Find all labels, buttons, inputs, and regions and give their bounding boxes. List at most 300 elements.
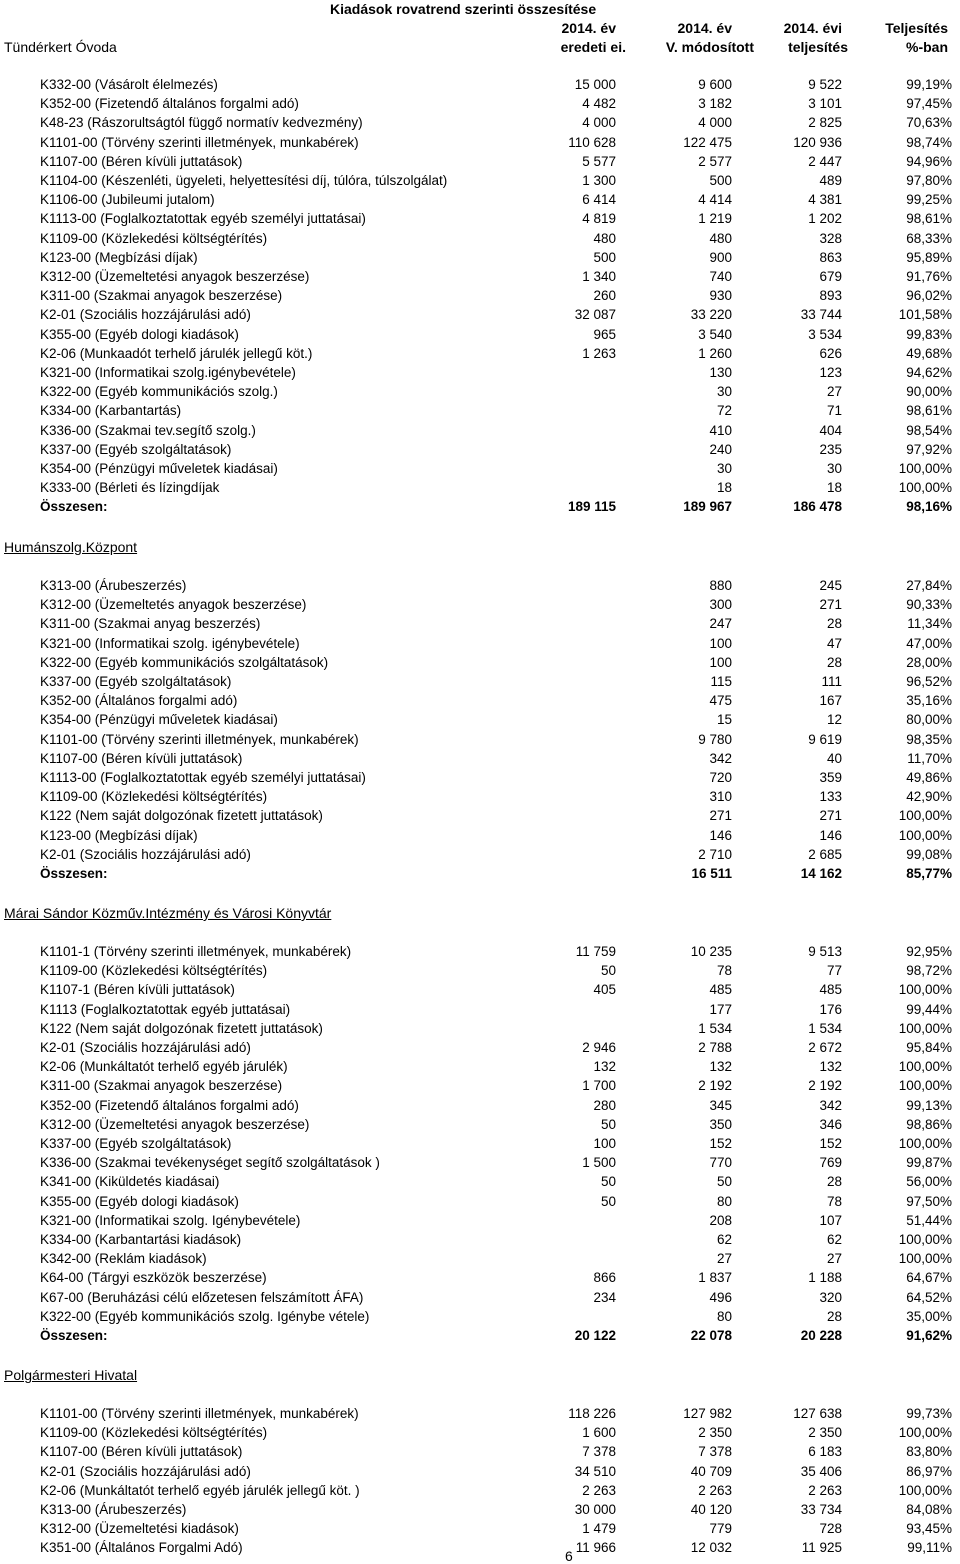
original-budget-cell: 480: [593, 230, 616, 246]
row-label: K64-00 (Tárgyi eszközök beszerzése): [40, 1270, 267, 1286]
row-label: K122 (Nem saját dolgozónak fizetett juttatások): [40, 808, 323, 824]
original-budget-cell: 1 479: [582, 1521, 616, 1537]
modified-budget-cell: 779: [709, 1521, 732, 1537]
row-label: K1109-00 (Közlekedési költségtérítés): [40, 1425, 268, 1441]
percent-cell: 90,00%: [906, 384, 952, 400]
modified-budget-cell: 18: [716, 480, 732, 496]
table-row: [0, 75, 960, 94]
original-budget-cell: 118 226: [568, 1406, 616, 1421]
actual-cell: 120 936: [793, 134, 842, 150]
actual-cell: 78: [826, 1193, 842, 1209]
percent-cell: 98,54%: [906, 422, 952, 438]
table-row: [0, 1153, 960, 1172]
row-label: K333-00 (Bérleti és lízingdíjak: [40, 480, 220, 496]
table-row: [0, 94, 960, 113]
table-row: [0, 1462, 960, 1481]
table-row: [0, 710, 960, 729]
original-budget-cell: 866: [593, 1270, 616, 1286]
section-title: Tündérkert Óvoda: [4, 39, 117, 55]
row-label: K1109-00 (Közlekedési költségtérítés): [40, 789, 268, 805]
actual-cell: 6 183: [808, 1444, 842, 1460]
original-budget-cell: 5 577: [582, 153, 616, 169]
table-row: [0, 421, 960, 440]
modified-budget-cell: 100: [709, 635, 732, 651]
modified-budget-cell: 208: [709, 1212, 732, 1228]
modified-budget-cell: 9 600: [698, 77, 732, 92]
row-label: K2-06 (Munkáltatót terhelő egyéb járulék jellegű köt. ): [40, 1482, 360, 1498]
row-label: K48-23 (Rászorultságtól függő normatív kedvezmény): [40, 115, 363, 131]
table-row: [0, 1268, 960, 1287]
percent-cell: 80,00%: [906, 712, 952, 728]
original-budget-cell: 32 087: [574, 307, 616, 323]
row-label: K355-00 (Egyéb dologi kiadások): [40, 326, 239, 342]
percent-cell: 100,00%: [898, 1232, 952, 1247]
row-label: K321-00 (Informatikai szolg.igénybevétele): [40, 365, 296, 380]
table-row: [0, 614, 960, 633]
actual-cell: 320: [819, 1289, 842, 1305]
table-row: [0, 382, 960, 401]
modified-budget-cell: 50: [716, 1174, 732, 1190]
actual-cell: 186 478: [793, 499, 842, 515]
actual-cell: 111: [821, 674, 842, 689]
percent-cell: 97,50%: [906, 1193, 952, 1209]
row-label: K337-00 (Egyéb szolgáltatások): [40, 441, 232, 457]
original-budget-cell: 234: [593, 1289, 616, 1305]
row-label: K336-00 (Szakmai tev.segítő szolg.): [40, 422, 256, 438]
row-label: K352-00 (Általános forgalmi adó): [40, 693, 238, 709]
percent-cell: 83,80%: [906, 1444, 952, 1460]
original-budget-cell: 50: [600, 1174, 616, 1190]
row-label: K1109-00 (Közlekedési költségtérítés): [40, 963, 268, 979]
row-label: K312-00 (Üzemeltetési kiadások): [40, 1521, 239, 1537]
percent-cell: 94,96%: [906, 153, 952, 169]
percent-cell: 97,80%: [906, 173, 952, 188]
table-row: [0, 826, 960, 845]
percent-cell: 93,45%: [906, 1521, 952, 1537]
actual-cell: 40: [826, 750, 842, 766]
original-budget-cell: 4 482: [582, 96, 616, 112]
table-row: [0, 152, 960, 171]
actual-cell: 123: [819, 365, 842, 380]
original-budget-cell: 405: [593, 982, 616, 998]
percent-cell: 98,16%: [906, 499, 952, 515]
percent-cell: 11,34%: [907, 616, 952, 632]
percent-cell: 95,84%: [906, 1040, 952, 1055]
percent-cell: 97,92%: [906, 441, 952, 457]
percent-cell: 96,52%: [906, 674, 952, 689]
percent-cell: 85,77%: [906, 866, 952, 881]
actual-cell: 2 350: [808, 1425, 842, 1441]
actual-cell: 71: [826, 403, 842, 419]
percent-cell: 100,00%: [898, 982, 952, 998]
row-label: K322-00 (Egyéb kommunikációs szolgáltatások): [40, 654, 329, 670]
actual-cell: 489: [819, 173, 842, 188]
modified-budget-cell: 3 540: [698, 326, 732, 342]
percent-cell: 51,44%: [906, 1212, 952, 1228]
actual-cell: 47: [826, 635, 842, 651]
actual-cell: 626: [819, 345, 842, 361]
original-budget-cell: 2 946: [582, 1040, 616, 1055]
table-row: [0, 691, 960, 710]
original-budget-cell: 50: [600, 963, 616, 979]
percent-cell: 99,73%: [906, 1406, 952, 1421]
actual-cell: 11 925: [801, 1540, 842, 1556]
modified-budget-cell: 4 000: [698, 115, 732, 131]
row-label: K311-00 (Szakmai anyagok beszerzése): [40, 288, 283, 304]
table-row: [0, 1481, 960, 1500]
modified-budget-cell: 480: [709, 230, 732, 246]
percent-cell: 35,16%: [906, 693, 952, 709]
original-budget-cell: 11 966: [575, 1540, 616, 1556]
total-row: [0, 497, 960, 516]
table-row: [0, 325, 960, 344]
table-row: [0, 459, 960, 478]
modified-budget-cell: 475: [709, 693, 732, 709]
actual-cell: 9 513: [808, 944, 842, 959]
table-row: [0, 440, 960, 459]
table-row: [0, 1442, 960, 1461]
table-row: [0, 1404, 960, 1423]
table-row: [0, 942, 960, 961]
actual-cell: 235: [819, 441, 842, 457]
modified-budget-cell: 300: [709, 597, 732, 613]
original-budget-cell: 280: [593, 1097, 616, 1113]
row-label: K122 (Nem saját dolgozónak fizetett juttatások): [40, 1020, 323, 1036]
section-title: Márai Sándor Közműv.Intézmény és Városi Könyvtár: [4, 905, 332, 921]
row-label: K1107-00 (Béren kívüli juttatások): [40, 1444, 243, 1460]
percent-cell: 47,00%: [906, 635, 952, 651]
table-row: [0, 768, 960, 787]
modified-budget-cell: 1 260: [698, 345, 732, 361]
table-row: [0, 1307, 960, 1326]
table-row: [0, 845, 960, 864]
percent-cell: 100,00%: [898, 480, 952, 496]
actual-cell: 27: [826, 1251, 842, 1267]
row-label: K322-00 (Egyéb kommunikációs szolg.): [40, 384, 278, 400]
table-row: [0, 363, 960, 382]
percent-cell: 100,00%: [898, 1059, 952, 1075]
table-row: [0, 1076, 960, 1095]
row-label: K336-00 (Szakmai tevékenységet segítő szolgáltatások ): [40, 1155, 380, 1171]
row-label: K312-00 (Üzemeltetési anyagok beszerzése): [40, 1116, 310, 1132]
table-row: [0, 478, 960, 497]
col3-header-line2: teljesítés: [788, 39, 848, 55]
original-budget-cell: 6 414: [582, 192, 616, 208]
table-row: [0, 1211, 960, 1230]
actual-cell: 35 406: [800, 1463, 842, 1479]
actual-cell: 1 534: [808, 1020, 842, 1036]
percent-cell: 64,67%: [906, 1270, 952, 1286]
original-budget-cell: 1 263: [582, 345, 616, 361]
percent-cell: 98,61%: [906, 403, 952, 419]
original-budget-cell: 965: [593, 326, 616, 342]
modified-budget-cell: 130: [709, 365, 732, 380]
table-row: [0, 1115, 960, 1134]
table-row: [0, 113, 960, 132]
percent-cell: 99,11%: [907, 1540, 952, 1556]
modified-budget-cell: 770: [709, 1155, 732, 1171]
modified-budget-cell: 115: [710, 674, 732, 689]
modified-budget-cell: 720: [709, 770, 732, 785]
row-label: K351-00 (Általános Forgalmi Adó): [40, 1540, 243, 1556]
row-label: K354-00 (Pénzügyi műveletek kiadásai): [40, 461, 278, 476]
table-row: [0, 672, 960, 691]
total-row: [0, 864, 960, 883]
actual-cell: 245: [819, 578, 842, 593]
table-row: [0, 806, 960, 825]
modified-budget-cell: 100: [709, 654, 732, 670]
modified-budget-cell: 30: [716, 461, 732, 476]
modified-budget-cell: 240: [709, 441, 732, 457]
table-row: [0, 1249, 960, 1268]
original-budget-cell: 50: [600, 1116, 616, 1132]
row-label: K1107-00 (Béren kívüli juttatások): [40, 153, 243, 169]
actual-cell: 107: [819, 1212, 842, 1228]
actual-cell: 728: [819, 1521, 842, 1537]
row-label: K1101-1 (Törvény szerinti illetmények, munkabérek): [40, 944, 352, 959]
percent-cell: 98,61%: [906, 211, 952, 227]
original-budget-cell: 50: [600, 1193, 616, 1209]
row-label: Összesen:: [40, 1328, 108, 1343]
percent-cell: 101,58%: [898, 307, 952, 323]
percent-cell: 100,00%: [898, 1020, 952, 1036]
percent-cell: 28,00%: [906, 654, 952, 670]
modified-budget-cell: 152: [709, 1136, 732, 1151]
col2-header-line2: V. módosított: [665, 39, 754, 55]
percent-cell: 91,62%: [906, 1328, 952, 1343]
row-label: K1104-00 (Készenléti, ügyeleti, helyettesítési díj, túlóra, túlszolgálat): [40, 173, 448, 188]
row-label: K342-00 (Reklám kiadások): [40, 1251, 207, 1267]
original-budget-cell: 34 510: [574, 1463, 616, 1479]
percent-cell: 56,00%: [906, 1174, 952, 1190]
row-label: K1101-00 (Törvény szerinti illetmények, munkabérek): [40, 134, 359, 150]
modified-budget-cell: 22 078: [690, 1328, 732, 1343]
actual-cell: 18: [826, 480, 842, 496]
actual-cell: 2 263: [808, 1482, 842, 1498]
percent-cell: 97,45%: [906, 96, 952, 112]
modified-budget-cell: 72: [716, 403, 732, 419]
percent-cell: 99,08%: [906, 846, 952, 862]
actual-cell: 27: [826, 384, 842, 400]
actual-cell: 769: [819, 1155, 842, 1171]
percent-cell: 94,62%: [906, 365, 952, 380]
original-budget-cell: 1 700: [582, 1078, 616, 1094]
actual-cell: 127 638: [793, 1406, 842, 1421]
col4-header-line1: Teljesítés: [885, 20, 948, 36]
percent-cell: 86,97%: [906, 1463, 952, 1479]
percent-cell: 49,68%: [906, 345, 952, 361]
percent-cell: 35,00%: [906, 1308, 952, 1324]
col2-header-line1: 2014. év: [677, 20, 732, 36]
modified-budget-cell: 9 780: [698, 731, 732, 747]
table-row: [0, 595, 960, 614]
actual-cell: 485: [819, 982, 842, 998]
modified-budget-cell: 740: [709, 269, 732, 284]
row-label: K337-00 (Egyéb szolgáltatások): [40, 1136, 232, 1151]
actual-cell: 28: [826, 1308, 842, 1324]
row-label: K1109-00 (Közlekedési költségtérítés): [40, 230, 268, 246]
modified-budget-cell: 33 220: [690, 307, 732, 323]
actual-cell: 2 192: [808, 1078, 842, 1094]
modified-budget-cell: 271: [709, 808, 732, 824]
row-label: K337-00 (Egyéb szolgáltatások): [40, 674, 232, 689]
row-label: K1113 (Foglalkoztatottak egyéb juttatásai): [40, 1001, 291, 1017]
row-label: K123-00 (Megbízási díjak): [40, 249, 198, 265]
row-label: K341-00 (Kiküldetés kiadásai): [40, 1174, 220, 1190]
actual-cell: 33 734: [800, 1502, 842, 1517]
table-row: [0, 1019, 960, 1038]
modified-budget-cell: 80: [716, 1308, 732, 1324]
percent-cell: 100,00%: [898, 1078, 952, 1094]
table-row: [0, 209, 960, 228]
total-row: [0, 1326, 960, 1345]
actual-cell: 3 534: [808, 326, 842, 342]
percent-cell: 84,08%: [906, 1502, 952, 1517]
percent-cell: 100,00%: [898, 1482, 952, 1498]
modified-budget-cell: 350: [709, 1116, 732, 1132]
percent-cell: 98,86%: [906, 1116, 952, 1132]
row-label: K2-01 (Szociális hozzájárulási adó): [40, 1463, 251, 1479]
actual-cell: 359: [819, 770, 842, 785]
percent-cell: 64,52%: [906, 1289, 952, 1305]
actual-cell: 863: [819, 249, 842, 265]
modified-budget-cell: 2 788: [698, 1040, 732, 1055]
actual-cell: 1 188: [808, 1270, 842, 1286]
row-label: K321-00 (Informatikai szolg. igénybevétele): [40, 635, 300, 651]
actual-cell: 28: [826, 616, 842, 632]
percent-cell: 98,35%: [906, 731, 952, 747]
percent-cell: 68,33%: [906, 230, 952, 246]
row-label: K1101-00 (Törvény szerinti illetmények, munkabérek): [40, 731, 359, 747]
table-row: [0, 344, 960, 363]
actual-cell: 271: [819, 808, 842, 824]
actual-cell: 20 228: [800, 1328, 842, 1343]
modified-budget-cell: 7 378: [698, 1444, 732, 1460]
modified-budget-cell: 4 414: [698, 192, 732, 208]
modified-budget-cell: 900: [709, 249, 732, 265]
table-row: [0, 980, 960, 999]
percent-cell: 11,70%: [907, 750, 952, 766]
actual-cell: 14 162: [800, 866, 842, 881]
row-label: K334-00 (Karbantartási kiadások): [40, 1232, 242, 1247]
original-budget-cell: 260: [593, 288, 616, 304]
table-row: [0, 1057, 960, 1076]
percent-cell: 49,86%: [906, 770, 952, 785]
table-row: [0, 730, 960, 749]
row-label: K354-00 (Pénzügyi műveletek kiadásai): [40, 712, 278, 728]
percent-cell: 98,72%: [906, 963, 952, 979]
table-row: [0, 1038, 960, 1057]
table-row: [0, 133, 960, 152]
modified-budget-cell: 127 982: [683, 1406, 732, 1421]
row-label: K1101-00 (Törvény szerinti illetmények, munkabérek): [40, 1406, 359, 1421]
actual-cell: 679: [819, 269, 842, 284]
percent-cell: 100,00%: [898, 1425, 952, 1441]
modified-budget-cell: 2 710: [698, 846, 732, 862]
row-label: K1113-00 (Foglalkoztatottak egyéb személyi juttatásai): [40, 211, 366, 227]
actual-cell: 2 672: [808, 1040, 842, 1055]
original-budget-cell: 1 300: [582, 173, 616, 188]
modified-budget-cell: 2 577: [698, 153, 732, 169]
percent-cell: 98,74%: [906, 134, 952, 150]
percent-cell: 42,90%: [906, 789, 952, 805]
row-label: Összesen:: [40, 866, 108, 881]
row-label: K352-00 (Fizetendő általános forgalmi adó): [40, 96, 299, 112]
actual-cell: 342: [819, 1097, 842, 1113]
row-label: K123-00 (Megbízási díjak): [40, 827, 198, 843]
original-budget-cell: 4 000: [582, 115, 616, 131]
actual-cell: 404: [819, 422, 842, 438]
percent-cell: 27,84%: [906, 578, 952, 593]
original-budget-cell: 2 263: [582, 1482, 616, 1498]
original-budget-cell: 11 759: [575, 944, 616, 959]
table-row: [0, 749, 960, 768]
actual-cell: 328: [819, 230, 842, 246]
modified-budget-cell: 122 475: [683, 134, 732, 150]
modified-budget-cell: 12 032: [690, 1540, 732, 1556]
original-budget-cell: 30 000: [574, 1502, 616, 1517]
row-label: K1107-00 (Béren kívüli juttatások): [40, 750, 243, 766]
row-label: K332-00 (Vásárolt élelmezés): [40, 77, 218, 92]
modified-budget-cell: 16 511: [691, 866, 732, 881]
actual-cell: 62: [826, 1232, 842, 1247]
table-row: [0, 787, 960, 806]
row-label: K2-06 (Munkáltatót terhelő egyéb járulék): [40, 1059, 288, 1075]
actual-cell: 167: [819, 693, 842, 709]
row-label: K312-00 (Üzemeltetési anyagok beszerzése): [40, 269, 310, 284]
modified-budget-cell: 345: [709, 1097, 732, 1113]
actual-cell: 893: [819, 288, 842, 304]
percent-cell: 92,95%: [906, 944, 952, 959]
row-label: K322-00 (Egyéb kommunikációs szolg. Igénybe vétele): [40, 1308, 370, 1324]
modified-budget-cell: 2 350: [698, 1425, 732, 1441]
section-title: Humánszolg.Központ: [4, 539, 138, 555]
original-budget-cell: 110 628: [568, 134, 616, 150]
modified-budget-cell: 132: [709, 1059, 732, 1075]
percent-cell: 100,00%: [898, 827, 952, 843]
percent-cell: 99,19%: [906, 77, 952, 92]
actual-cell: 9 522: [808, 77, 842, 92]
original-budget-cell: 15 000: [574, 77, 616, 92]
original-budget-cell: 7 378: [582, 1444, 616, 1460]
actual-cell: 3 101: [808, 96, 842, 112]
percent-cell: 99,83%: [906, 326, 952, 342]
modified-budget-cell: 3 182: [698, 96, 732, 112]
actual-cell: 77: [826, 963, 842, 979]
actual-cell: 2 685: [808, 846, 842, 862]
row-label: K2-01 (Szociális hozzájárulási adó): [40, 846, 251, 862]
actual-cell: 2 825: [808, 115, 842, 131]
row-label: K1106-00 (Jubileumi jutalom): [40, 192, 215, 208]
modified-budget-cell: 189 967: [683, 499, 732, 515]
original-budget-cell: 500: [593, 249, 616, 265]
modified-budget-cell: 310: [709, 789, 732, 805]
modified-budget-cell: 40 709: [690, 1463, 732, 1479]
original-budget-cell: 1 340: [582, 269, 616, 284]
modified-budget-cell: 62: [716, 1232, 732, 1247]
table-row: [0, 1538, 960, 1557]
row-label: K321-00 (Informatikai szolg. Igénybevétele): [40, 1212, 301, 1228]
table-row: [0, 653, 960, 672]
modified-budget-cell: 10 235: [690, 944, 732, 959]
modified-budget-cell: 80: [716, 1193, 732, 1209]
table-row: [0, 1000, 960, 1019]
row-label: K2-01 (Szociális hozzájárulási adó): [40, 1040, 251, 1055]
row-label: K2-06 (Munkaadót terhelő járulék jellegű köt.): [40, 345, 313, 361]
col1-header-line1: 2014. év: [561, 20, 616, 36]
actual-cell: 346: [819, 1116, 842, 1132]
percent-cell: 96,02%: [906, 288, 952, 304]
